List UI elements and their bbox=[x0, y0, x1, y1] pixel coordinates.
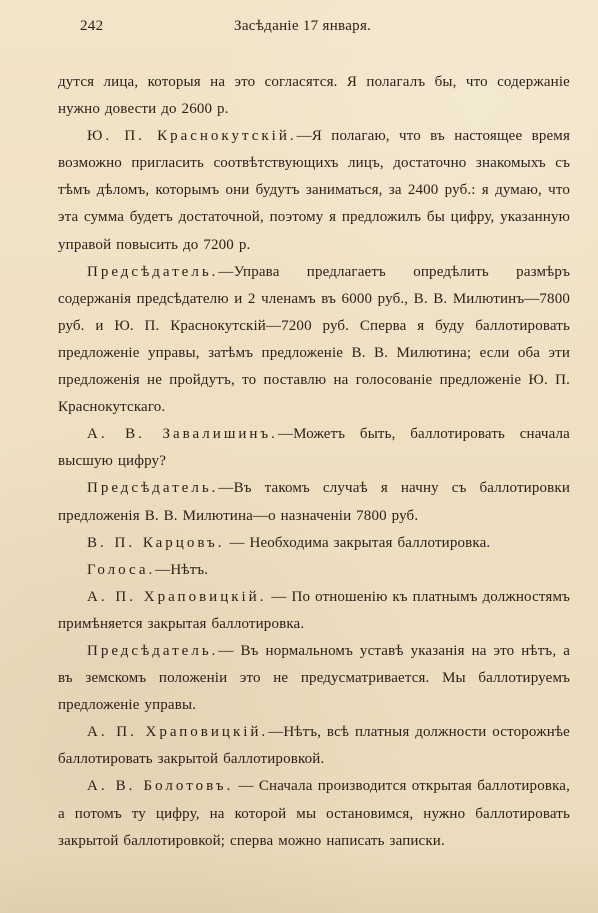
speech-text: — Необходима закрытая баллотировка. bbox=[224, 534, 491, 551]
speaker-name: А. В. Завалишинъ. bbox=[87, 426, 278, 443]
speech-paragraph bbox=[58, 530, 570, 557]
speaker-name: Предсѣдатель. bbox=[87, 263, 219, 280]
speech-paragraph bbox=[58, 584, 570, 638]
speech-paragraph bbox=[58, 638, 570, 719]
speaker-name: Голоса. bbox=[87, 561, 156, 578]
speech-paragraph bbox=[58, 719, 570, 773]
speaker-name: Предсѣдатель. bbox=[87, 480, 219, 497]
speech-text: — Въ нормальномъ уставѣ указанія на это нѣтъ, а въ земскомъ положеніи это не предусматривается. Мы баллотируемъ предложеніе управы. bbox=[58, 642, 570, 714]
running-title: Засѣданіе 17 января. bbox=[234, 18, 372, 34]
speech-paragraph bbox=[58, 557, 570, 584]
page-shadow bbox=[0, 853, 598, 913]
speaker-name: А. П. Храповицкій. bbox=[87, 588, 267, 605]
speech-text: —Нѣтъ. bbox=[155, 561, 209, 578]
speaker-name: А. П. Храповицкій. bbox=[87, 724, 269, 741]
speech-text: —Управа предлагаетъ опредѣлить размѣръ содержанія предсѣдателю и 2 членамъ въ 6000 руб., В. В. Милютинъ—7800 руб. и Ю. П. Краснокутскій—7200 руб. Сперва я буду баллотировать предложеніе управы, затѣмъ предложеніе В. В. Милютина; если оба эти предложенія не пройдутъ, то поставлю на голосованіе предложеніе Ю. П. Краснокутскаго. bbox=[58, 263, 570, 416]
page-body bbox=[58, 69, 570, 855]
speech-paragraph bbox=[58, 259, 570, 422]
speech-paragraph bbox=[58, 773, 570, 854]
speech-paragraph bbox=[58, 421, 570, 475]
speech-paragraph bbox=[58, 123, 570, 258]
speech-text: —Я полагаю, что въ настоящее время возможно пригласить соотвѣтствующихъ лицъ, достаточно знакомыхъ съ тѣмъ дѣломъ, которымъ они будутъ заниматься, за 2400 руб.: я думаю, что эта сумма будетъ достаточной, поэтому я предложилъ бы цифру, указанную управой повысить до 7200 р. bbox=[58, 128, 570, 253]
page-number: 242 bbox=[80, 18, 104, 34]
speaker-name: А. В. Болотовъ. bbox=[87, 778, 234, 795]
speech-text: — Сначала производится открытая баллотировка, а потомъ ту цифру, на которой мы остановимся, нужно баллотировать закрытой баллотировкой; сперва можно написать записки. bbox=[58, 778, 570, 849]
paragraph-continuation bbox=[58, 69, 570, 123]
speech-text: —Въ такомъ случаѣ я начну съ баллотировки предложенія В. В. Милютина—о назначеніи 7800 руб. bbox=[58, 480, 570, 524]
speech-paragraph bbox=[58, 475, 570, 529]
speech-text: —Нѣтъ, всѣ платныя должности осторожнѣе баллотировать закрытой баллотировкой. bbox=[58, 724, 570, 768]
speech-text: —Можетъ быть, баллотировать сначала высшую цифру? bbox=[58, 426, 570, 470]
speaker-name: Предсѣдатель. bbox=[87, 642, 219, 659]
speech-text: — По отношенію къ платнымъ должностямъ примѣняется закрытая баллотировка. bbox=[58, 588, 570, 632]
page-header bbox=[58, 13, 570, 39]
speaker-name: Ю. П. Краснокутскій. bbox=[87, 128, 297, 145]
speaker-name: В. П. Карцовъ. bbox=[87, 534, 225, 551]
paragraph-text: дутся лица, которыя на это согласятся. Я полагалъ бы, что содержаніе нужно довести до 2600 р. bbox=[58, 74, 570, 118]
